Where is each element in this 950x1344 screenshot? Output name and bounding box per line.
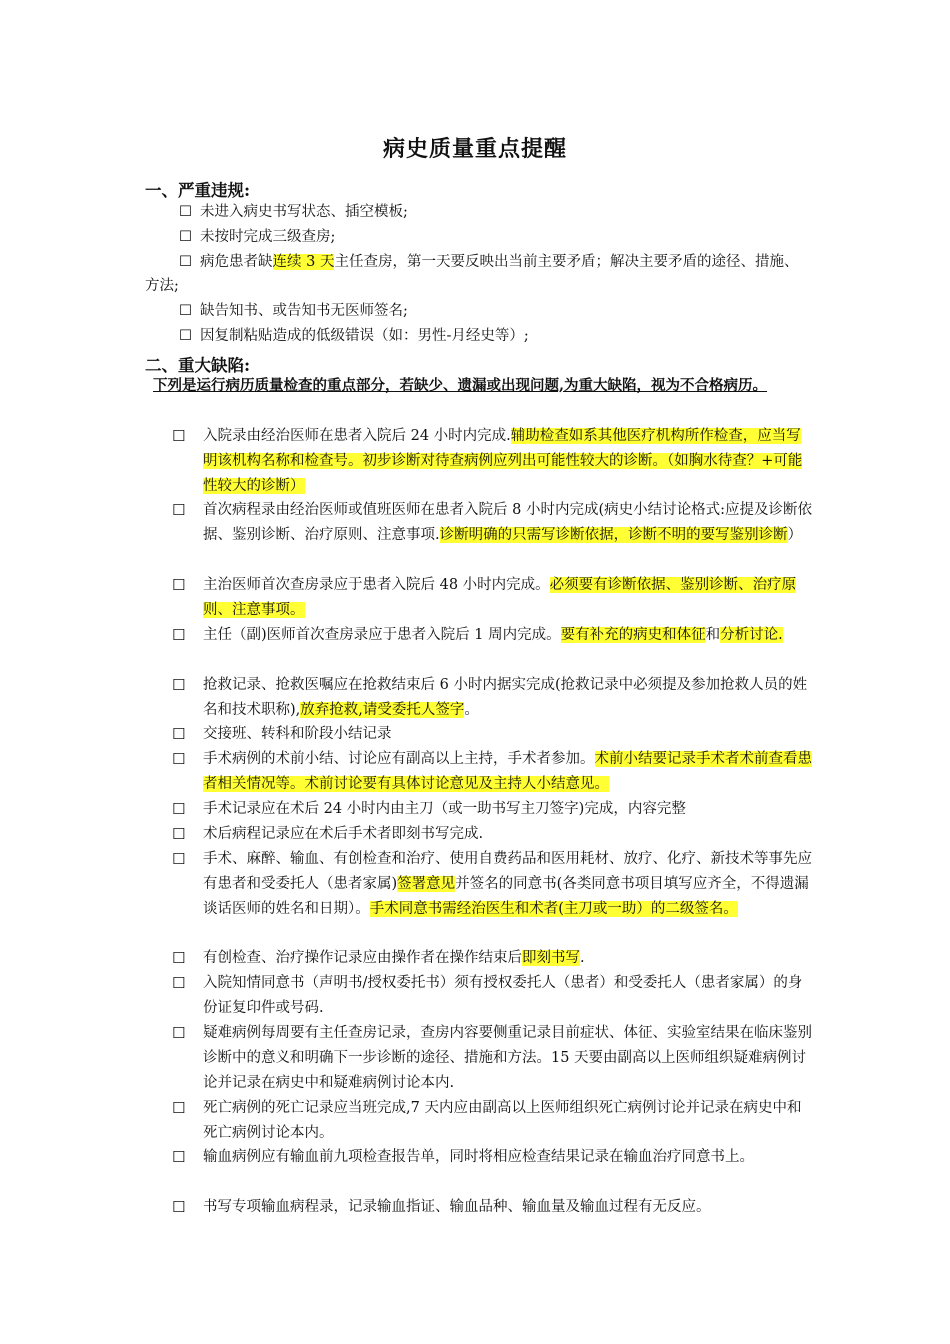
- list-item: ☐ 交接班、转科和阶段小结记录: [172, 722, 812, 747]
- section1-heading: 一、严重违规:: [145, 181, 251, 200]
- checkbox-icon: ☐: [172, 501, 186, 519]
- list-item: ☐ 术后病程记录应在术后手术者即刻书写完成.: [172, 822, 812, 847]
- checkbox-icon: ☐: [172, 850, 186, 868]
- checkbox-icon: ☐: [172, 576, 186, 594]
- list-item: ☐ 手术、麻醉、输血、有创检查和治疗、使用自费药品和医用耗材、放疗、化疗、新技术等事先应有患者和受委托人（患者家属)签署意见并签名的同意书(各类同意书项目填写应齐全，不得遗漏谈话医师的姓名和日期）。手术同意书需经治医生和术者(主刀或一助）的二级签名。: [172, 847, 812, 922]
- checkbox-icon: ☐: [172, 1099, 186, 1117]
- checkbox-icon: ☐: [172, 1148, 186, 1166]
- checkbox-icon: ☐: [172, 974, 186, 992]
- list-item: ☐ 主治医师首次查房录应于患者入院后 48 小时内完成。必须要有诊断依据、鉴别诊断、治疗原则、注意事项。: [172, 573, 812, 623]
- highlight: 分析讨论.: [720, 627, 783, 643]
- checkbox-icon: ☐: [172, 1024, 186, 1042]
- list-item: ☐ 疑难病例每周要有主任查房记录，查房内容要侧重记录目前症状、体征、实验室结果在临床鉴别诊断中的意义和明确下一步诊断的途径、措施和方法。15 天要由副高以上医师组织疑难病例讨论并记录在病史中和疑难病例讨论本内.: [172, 1021, 812, 1096]
- checkbox-icon: ☐: [172, 949, 186, 967]
- section1-item: ☐ 因复制粘贴造成的低级错误（如：男性-月经史等）;: [179, 328, 529, 344]
- list-item: ☐ 主任（副)医师首次查房录应于患者入院后 1 周内完成。要有补充的病史和体征和分析讨论.: [172, 623, 812, 648]
- section2-heading: 二、重大缺陷:: [145, 356, 251, 375]
- checkbox-icon: ☐: [172, 725, 186, 743]
- list-item: ☐ 死亡病例的死亡记录应当班完成,7 天内应由副高以上医师组织死亡病例讨论并记录在病史中和死亡病例讨论本内。: [172, 1096, 812, 1146]
- section1-item: ☐ 未进入病史书写状态、插空模板;: [179, 204, 408, 220]
- list-item: ☐ 有创检查、治疗操作记录应由操作者在操作结束后即刻书写.: [172, 946, 812, 971]
- list-item: ☐ 入院知情同意书（声明书/授权委托书）须有授权委托人（患者）和受委托人（患者家属）的身份证复印件或号码.: [172, 971, 812, 1021]
- checkbox-icon: ☐: [172, 427, 186, 445]
- highlight: 即刻书写: [522, 950, 580, 966]
- checkbox-icon: ☐: [172, 676, 186, 694]
- list-item: ☐ 手术病例的术前小结、讨论应有副高以上主持，手术者参加。术前小结要记录手术者术前查看患者相关情况等。术前讨论要有具体讨论意见及主持人小结意见。: [172, 747, 812, 797]
- checkbox-icon: ☐: [172, 1198, 186, 1216]
- checkbox-icon: ☐: [172, 800, 186, 818]
- checkbox-icon: ☐: [172, 626, 186, 644]
- checkbox-icon: ☐: [172, 825, 186, 843]
- checkbox-icon: ☐: [179, 328, 192, 344]
- list-item: ☐ 手术记录应在术后 24 小时内由主刀（或一助书写主刀签字)完成，内容完整: [172, 797, 812, 822]
- list-item: ☐ 入院录由经治医师在患者入院后 24 小时内完成.辅助检查如系其他医疗机构所作检查，应当写明该机构名称和检查号。初步诊断对待查病例应列出可能性较大的诊断。（如胸水待查？+可能性较大的诊断）: [172, 424, 812, 499]
- checkbox-icon: ☐: [179, 229, 192, 245]
- highlight: 签署意见: [397, 876, 456, 892]
- highlight: 要有补充的病史和体征: [560, 627, 706, 643]
- list-item: ☐ 输血病例应有输血前九项检查报告单，同时将相应检查结果记录在输血治疗同意书上。: [172, 1145, 812, 1170]
- highlight: 放弃抢救,请受委托人签字: [300, 702, 465, 718]
- checkbox-icon: ☐: [179, 303, 192, 319]
- section1-item: ☐ 病危患者缺连续 3 天主任查房，第一天要反映出当前主要矛盾；解决主要矛盾的途径、措施、方法;: [145, 254, 799, 294]
- highlight: 诊断明确的只需写诊断依据，诊断不明的要写鉴别诊断: [439, 527, 788, 543]
- page-title: 病史质量重点提醒: [382, 136, 567, 162]
- highlight: 术前小结要记录手术者术前查看患者相关情况等。术前讨论要有具体讨论意见及主持人小结意见。: [203, 751, 812, 792]
- highlight: 连续 3 天: [272, 254, 335, 270]
- section1-item: ☐ 未按时完成三级查房;: [179, 229, 336, 245]
- list-item: ☐ 书写专项输血病程录，记录输血指证、输血品种、输血量及输血过程有无反应。: [172, 1195, 812, 1220]
- list-item: ☐ 首次病程录由经治医师或值班医师在患者入院后 8 小时内完成(病史小结讨论格式:应提及诊断依据、鉴别诊断、治疗原则、注意事项.诊断明确的只需写诊断依据，诊断不明的要写鉴别诊断）: [172, 498, 812, 548]
- highlight: 必须要有诊断依据、鉴别诊断、治疗原则、注意事项。: [203, 577, 797, 618]
- checkbox-icon: ☐: [179, 254, 192, 270]
- section1-item: ☐ 缺告知书、或告知书无医师签名;: [179, 303, 408, 319]
- checkbox-icon: ☐: [179, 204, 192, 220]
- checkbox-icon: ☐: [172, 750, 186, 768]
- section2-intro: 下列是运行病历质量检查的重点部分，若缺少、遗漏或出现问题,为重大缺陷，视为不合格病历。: [153, 377, 768, 394]
- highlight: 辅助检查如系其他医疗机构所作检查，应当写明该机构名称和检查号。初步诊断对待查病例应列出可能性较大的诊断。（如胸水待查？+可能性较大的诊断）: [203, 428, 803, 494]
- list-item: ☐ 抢救记录、抢救医嘱应在抢救结束后 6 小时内据实完成(抢救记录中必须提及参加抢救人员的姓名和技术职称),放弃抢救,请受委托人签字。: [172, 673, 812, 723]
- highlight: 手术同意书需经治医生和术者(主刀或一助）的二级签名。: [369, 901, 738, 917]
